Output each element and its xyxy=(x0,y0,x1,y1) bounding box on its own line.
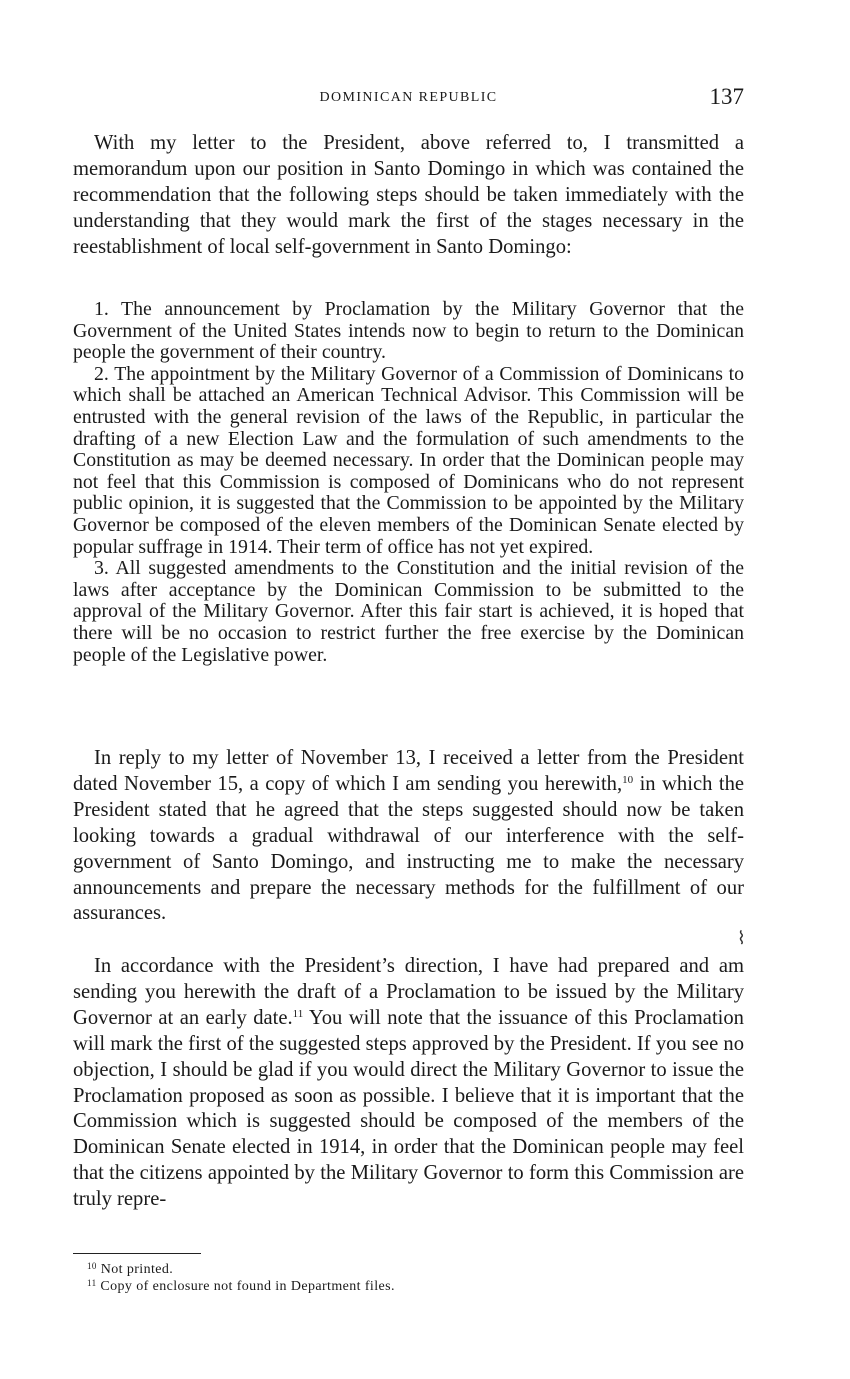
list-item: 3. All suggested amendments to the Constitution and the initial revision of the laws after acceptance by the Dominican Commission to be submitted to the approval of the Military Governor. After this fair start is achieved, it is hoped that there will be no occasion to restrict further the free exercise by the Dominican people of the Legislative power. xyxy=(73,557,744,666)
running-head: DOMINICAN REPUBLIC xyxy=(319,90,498,105)
paragraph-text: In accordance with the President’s direction, I have had prepared and am sending you herewith the draft of a Proclamation to be issued by the Military Governor at an early date. xyxy=(73,955,744,1029)
footnote-number: 10 xyxy=(87,1261,97,1271)
footnotes xyxy=(87,1262,744,1295)
paragraph-text: You will note that the issuance of this Proclamation will mark the first of the suggested steps approved by the President. If you see no objection, I should be glad if you would direct the Military Governor to issue the Proclamation proposed as soon as possible. I believe that it is important that the Commission which is suggested should be composed of the members of the Dominican Senate elected in 1914, in order that the Dominican people may feel that the citizens appointed by the Military Governor to form this Commission are truly repre- xyxy=(73,1006,744,1211)
footnote-ref-10: 10 xyxy=(622,773,634,786)
footnote-number: 11 xyxy=(87,1277,97,1288)
paragraph-text: In reply to my letter of November 13, I received a letter from the President dated November 15, a copy of which I am sending you herewith, xyxy=(73,747,744,795)
paragraph-text: in which the President stated that he agreed that the steps suggested should now be taken looking towards a gradual withdrawal of our interference with the self-government of Santo Domingo, and instructing me to make the necessary announcements and prepare the necessary methods for the fulfillment of our assurances. xyxy=(73,772,745,925)
recommended-steps-list xyxy=(73,299,744,666)
list-item: 1. The announcement by Proclamation by the Military Governor that the Government of the United States intends now to begin to return to the Dominican people the government of their country. xyxy=(73,298,744,364)
paragraph-memorandum: With my letter to the President, above referred to, I transmitted a memorandum upon our position in Santo Domingo in which was contained the recommendation that the following steps should be taken immediately with the understanding that they would mark the first of the stages necessary in the reestablishment of local self-government in Santo Domingo: xyxy=(73,132,744,258)
footnote xyxy=(87,1279,744,1296)
list-item: 2. The appointment by the Military Governor of a Commission of Dominicans to which shall be attached an American Technical Advisor. This Commission will be entrusted with the general revision of the laws of the Republic, in particular the drafting of a new Election Law and the formulation of such amendments to the Constitution as may be deemed necessary. In order that the Dominican people may not feel that this Commission is composed of Dominicans who do not represent public opinion, it is suggested that the Commission to be appointed by the Military Governor be composed of the eleven members of the Dominican Senate elected by popular suffrage in 1914. Their term of office has not yet expired. xyxy=(73,362,744,558)
paragraph-reply xyxy=(73,746,744,927)
footnote-ref-11: 11 xyxy=(292,1007,304,1020)
paragraph-proclamation xyxy=(73,954,744,1213)
margin-mark: ⌇ xyxy=(737,928,746,948)
footnote-text: Copy of enclosure not found in Department files. xyxy=(100,1278,395,1294)
footnote-text: Not printed. xyxy=(100,1262,174,1277)
page-number: 137 xyxy=(709,84,744,109)
footnote-divider xyxy=(73,1253,201,1254)
footnote xyxy=(87,1262,744,1279)
page-header xyxy=(73,84,744,114)
